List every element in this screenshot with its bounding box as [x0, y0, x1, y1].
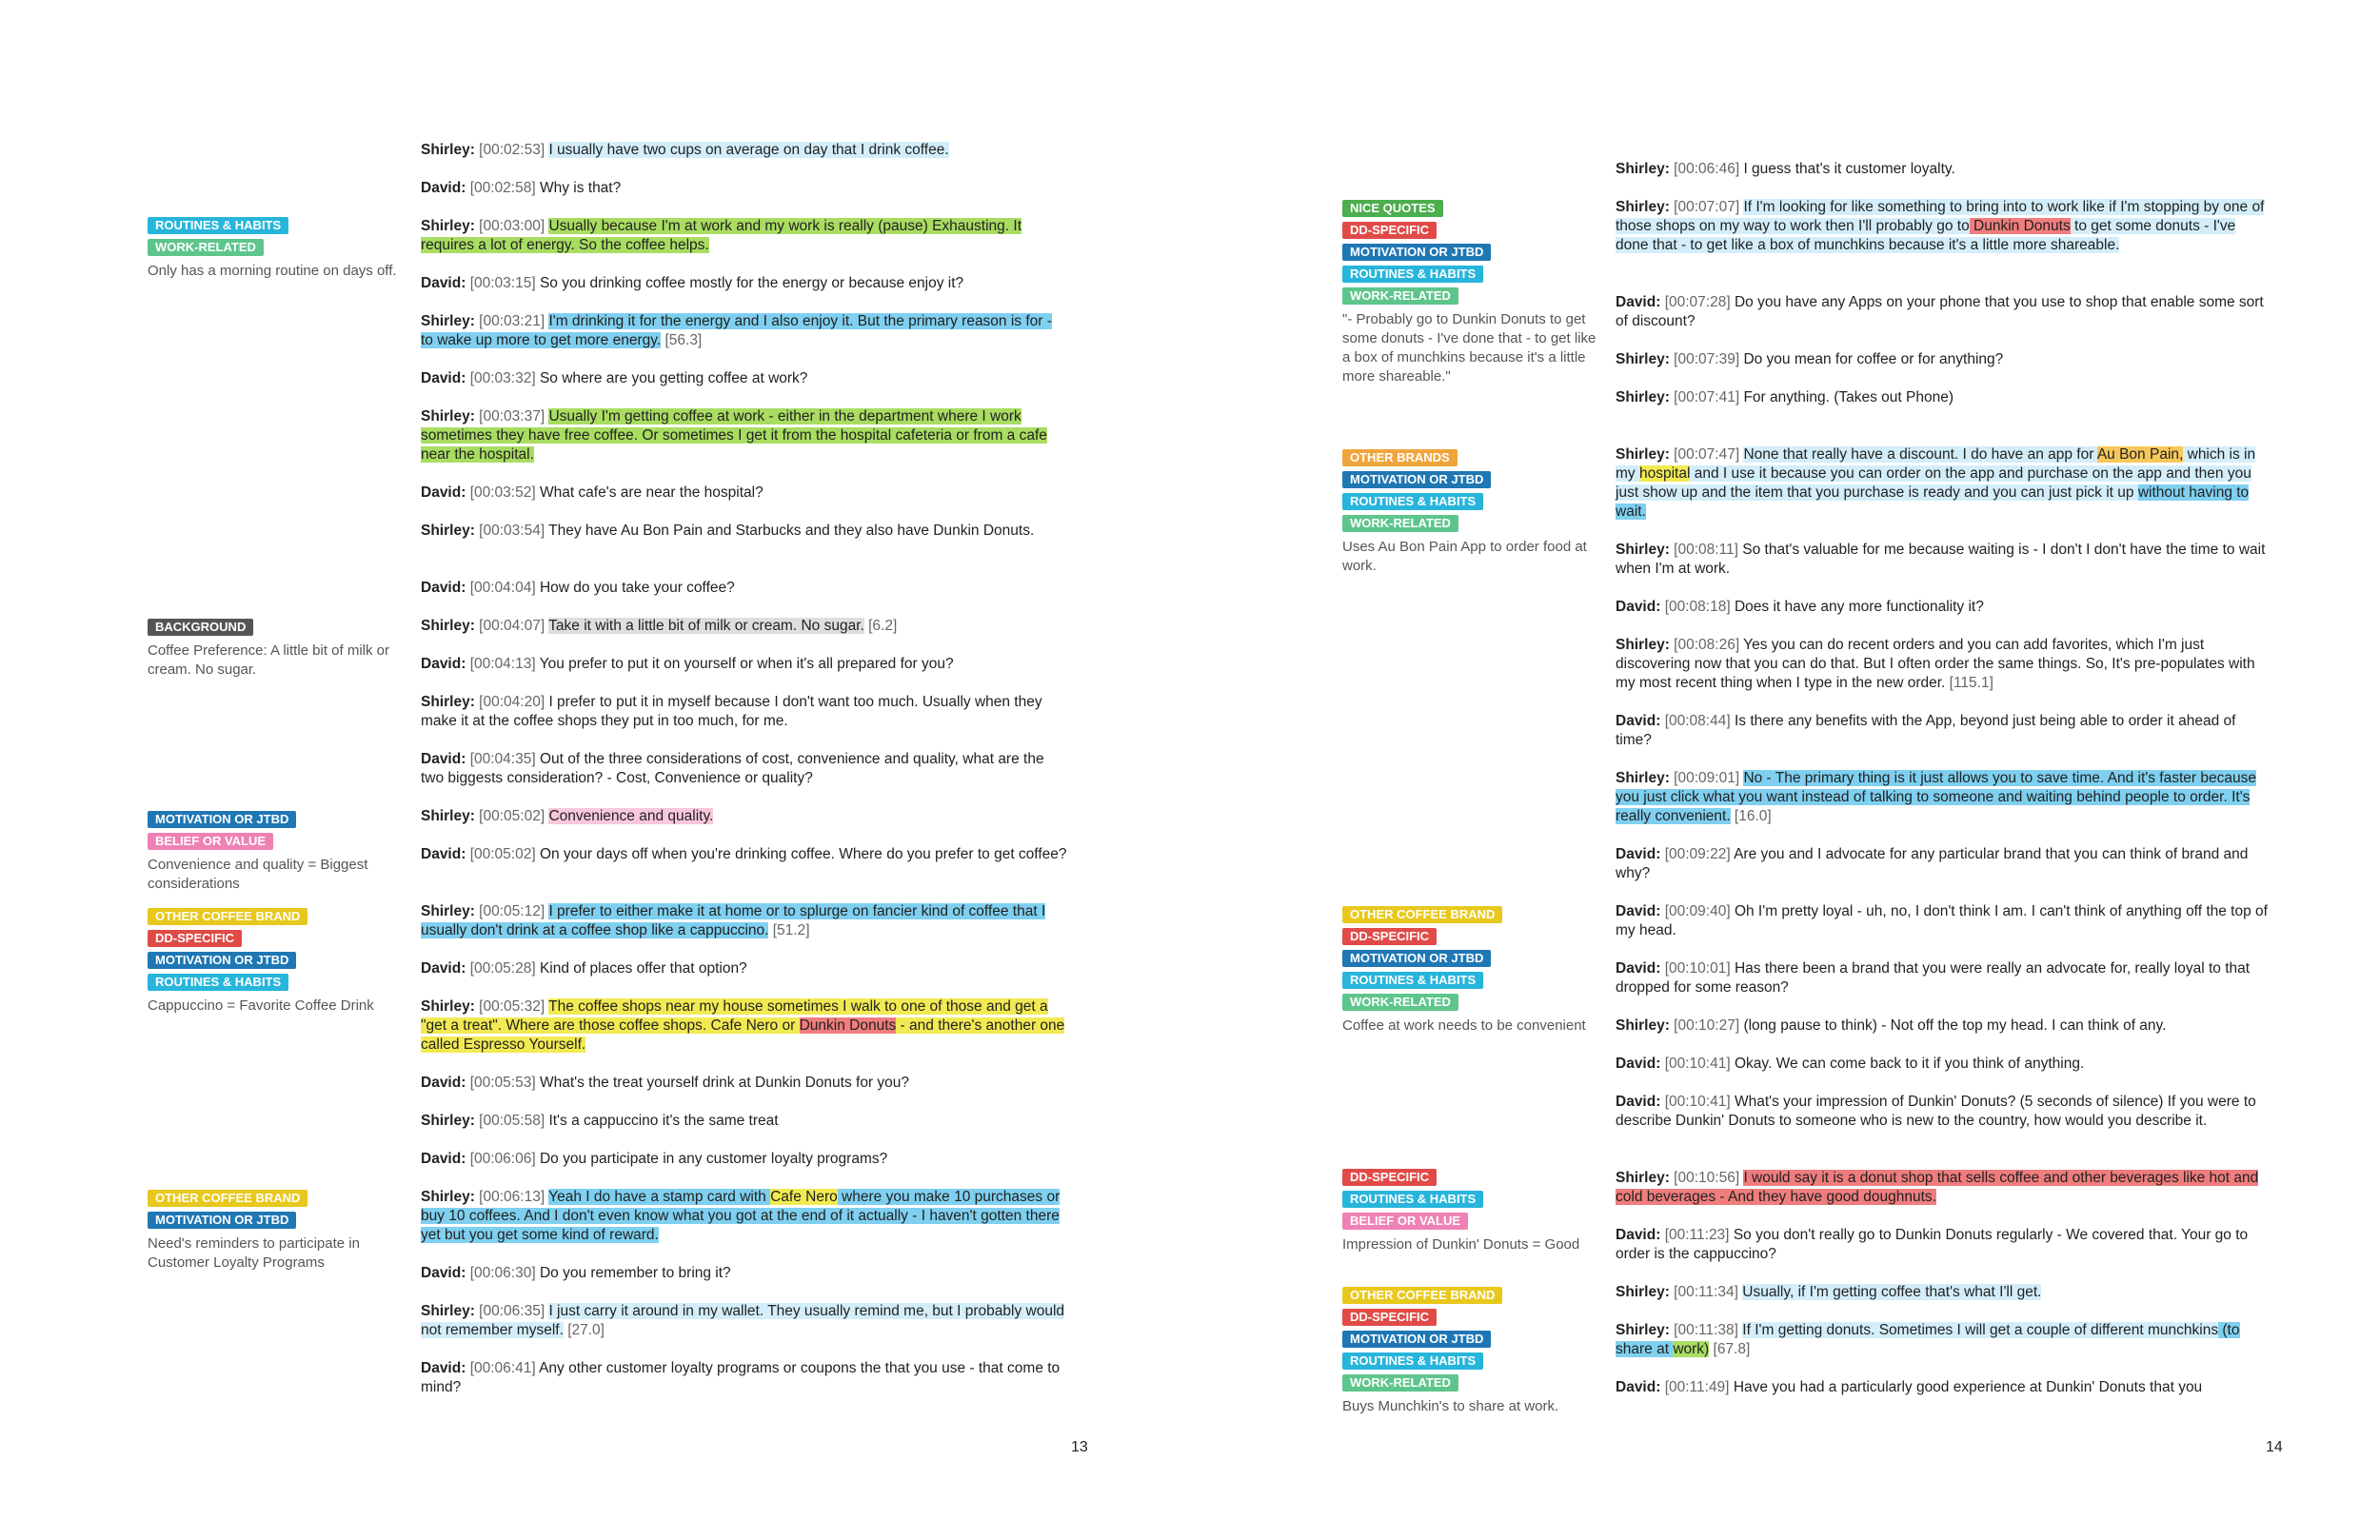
speaker-name: David:: [421, 484, 466, 501]
speaker-name: David:: [1616, 960, 1661, 977]
utterance-text: Out of the three considerations of cost, convenience and quality, what are the two biggests consideration? - Cost, Convenience or quality?: [421, 751, 1044, 786]
speaker-name: Shirley:: [1616, 770, 1670, 786]
timestamp: [00:04:07]: [479, 618, 545, 634]
utterance-text: Do you have any Apps on your phone that you use to shop that enable some sort of discount?: [1616, 294, 2264, 329]
utterance-text: So that's valuable for me because waiting is - I don't I don't have the time to wait when I'm at work.: [1616, 542, 2266, 577]
annotation-block: [1342, 449, 1599, 576]
annotation-block: [1342, 1169, 1599, 1254]
utterance-text: They have Au Bon Pain and Starbucks and they also have Dunkin Donuts.: [548, 523, 1035, 539]
timestamp: [00:03:00]: [479, 218, 545, 234]
speaker-name: David:: [421, 1360, 466, 1376]
speaker-name: Shirley:: [421, 808, 475, 824]
code-tag: WORK-RELATED: [1342, 287, 1458, 305]
utterance-text: I prefer to put it in myself because I don't want too much. Usually when they make it at the coffee shops they put in too much, for me.: [421, 694, 1042, 729]
utterance-text: Do you remember to bring it?: [539, 1265, 731, 1281]
code-tag: MOTIVATION OR JTBD: [1342, 244, 1491, 261]
transcript-line: [1616, 388, 2272, 407]
transcript-line: [421, 579, 1068, 598]
code-tag: BACKGROUND: [148, 619, 253, 636]
timestamp: [00:06:35]: [479, 1303, 545, 1319]
timestamp: [00:10:56]: [1674, 1170, 1740, 1186]
code-tag: MOTIVATION OR JTBD: [1342, 1331, 1491, 1348]
code-tag: DD-SPECIFIC: [1342, 928, 1437, 945]
code-tag: DD-SPECIFIC: [1342, 222, 1437, 239]
annotation-note: Coffee Preference: A little bit of milk or cream. No sugar.: [148, 642, 390, 678]
transcript-line: [421, 655, 1068, 674]
timestamp: [00:09:22]: [1664, 846, 1731, 862]
speaker-name: Shirley:: [421, 694, 475, 710]
duration-ref: [115.1]: [1945, 675, 1993, 691]
transcript-line: [421, 959, 1068, 978]
speaker-name: Shirley:: [1616, 389, 1670, 405]
transcript-line: [421, 369, 1068, 388]
utterance-text: Is there any benefits with the App, beyond just being able to order it ahead of time?: [1616, 713, 2236, 748]
transcript-line: [1616, 1283, 2272, 1302]
code-tag: OTHER BRANDS: [1342, 449, 1458, 466]
timestamp: [00:08:18]: [1664, 599, 1731, 615]
transcript-line: [421, 217, 1068, 255]
timestamp: [00:04:20]: [479, 694, 545, 710]
timestamp: [00:11:23]: [1664, 1227, 1730, 1243]
duration-ref: [16.0]: [1730, 808, 1772, 824]
code-tag: ROUTINES & HABITS: [1342, 1352, 1483, 1370]
utterance-text: On your days off when you're drinking coffee. Where do you prefer to get coffee?: [539, 846, 1067, 862]
speaker-name: Shirley:: [1616, 1284, 1670, 1300]
code-tag: BELIEF OR VALUE: [1342, 1213, 1468, 1230]
highlighted-text: Usually, if I'm getting coffee that's what I'll get.: [1742, 1284, 2042, 1300]
utterance-text: You prefer to put it on yourself or when it's all prepared for you?: [539, 656, 954, 672]
speaker-name: David:: [421, 751, 466, 767]
timestamp: [00:06:13]: [479, 1189, 545, 1205]
timestamp: [00:09:01]: [1674, 770, 1740, 786]
code-tag: ROUTINES & HABITS: [148, 217, 288, 234]
duration-ref: [27.0]: [563, 1322, 605, 1338]
code-tag: WORK-RELATED: [1342, 1374, 1458, 1392]
timestamp: [00:11:38]: [1674, 1322, 1738, 1338]
transcript-line: [1616, 293, 2272, 331]
timestamp: [00:03:37]: [479, 408, 545, 424]
transcript-line: [1616, 1321, 2272, 1359]
timestamp: [00:06:30]: [469, 1265, 536, 1281]
transcript-line: [421, 407, 1068, 464]
speaker-name: David:: [1616, 599, 1661, 615]
duration-ref: [56.3]: [661, 332, 703, 348]
utterance-text: Kind of places offer that option?: [539, 960, 747, 977]
page-number: 13: [1071, 1439, 1088, 1455]
utterance-text: Are you and I advocate for any particular brand that you can think of brand and why?: [1616, 846, 2249, 881]
highlighted-text: work): [1673, 1341, 1710, 1357]
utterance-text: Any other customer loyalty programs or coupons the that you use - that come to mind?: [421, 1360, 1061, 1395]
utterance-text: Okay. We can come back to it if you think of anything.: [1734, 1056, 2085, 1072]
speaker-name: Shirley:: [1616, 1322, 1670, 1338]
duration-ref: [51.2]: [768, 922, 810, 938]
code-tag: MOTIVATION OR JTBD: [148, 1212, 296, 1229]
timestamp: [00:05:32]: [479, 998, 545, 1015]
timestamp: [00:02:53]: [479, 142, 545, 158]
transcript-line: [421, 997, 1068, 1055]
highlighted-text: to get some donuts - I've done that - to get like a box of munchkins because it's a little more shareable.: [1616, 218, 2236, 253]
highlighted-text: where you make 10 purchases or buy 10 coffees. And I don't even know what you got at the end of it actually - I haven't gotten there yet but you get some kind of reward.: [421, 1189, 1061, 1243]
utterance-text: How do you take your coffee?: [539, 580, 735, 596]
transcript-line: [421, 1112, 1068, 1131]
highlighted-text: I would say it is a donut shop that sells coffee and other beverages like hot and cold beverages - And they have good doughnuts.: [1616, 1170, 2259, 1205]
transcript-line: [421, 522, 1068, 541]
code-tag: ROUTINES & HABITS: [1342, 266, 1483, 283]
speaker-name: Shirley:: [1616, 161, 1670, 177]
timestamp: [00:07:47]: [1674, 446, 1740, 463]
transcript-line: [1616, 198, 2272, 255]
utterance-text: For anything. (Takes out Phone): [1743, 389, 1954, 405]
timestamp: [00:07:07]: [1674, 199, 1740, 215]
utterance-text: I guess that's it customer loyalty.: [1743, 161, 1955, 177]
highlighted-text: If I'm looking for like something to bring into to work like if I'm stopping by one of those shops on my way to work then I'll probably go to: [1616, 199, 2265, 234]
utterance-text: Why is that?: [539, 180, 622, 196]
highlighted-text: I prefer to either make it at home or to splurge on fancier kind of coffee that I usually don't drink at a coffee shop like a cappuccino.: [421, 903, 1046, 938]
timestamp: [00:10:41]: [1664, 1094, 1731, 1110]
highlighted-text: and I use it because you can order on the app and purchase on the app and then you just show up and the item that you purchase is ready and you can just pick it up: [1616, 465, 2251, 501]
speaker-name: Shirley:: [421, 313, 475, 329]
timestamp: [00:03:21]: [479, 313, 545, 329]
code-tag: OTHER COFFEE BRAND: [1342, 906, 1502, 923]
speaker-name: Shirley:: [1616, 542, 1670, 558]
speaker-name: Shirley:: [421, 1113, 475, 1129]
transcript-line: [421, 617, 1068, 636]
timestamp: [00:08:11]: [1674, 542, 1738, 558]
timestamp: [00:10:41]: [1664, 1056, 1731, 1072]
transcript-line: [421, 845, 1068, 864]
timestamp: [00:08:44]: [1664, 713, 1731, 729]
speaker-name: David:: [421, 580, 466, 596]
code-tag: MOTIVATION OR JTBD: [1342, 950, 1491, 967]
transcript-line: [1616, 1378, 2272, 1397]
timestamp: [00:05:53]: [469, 1075, 536, 1091]
annotation-note: Coffee at work needs to be convenient: [1342, 1017, 1586, 1034]
utterance-text: Do you mean for coffee or for anything?: [1743, 351, 2004, 367]
page-number: 14: [2266, 1439, 2283, 1455]
timestamp: [00:07:39]: [1674, 351, 1740, 367]
code-tag: OTHER COFFEE BRAND: [1342, 1287, 1502, 1304]
timestamp: [00:07:41]: [1674, 389, 1740, 405]
annotation-block: [1342, 906, 1599, 1036]
highlighted-text: which is in my: [1616, 446, 2256, 482]
speaker-name: David:: [1616, 1227, 1661, 1243]
speaker-name: David:: [1616, 846, 1661, 862]
annotation-block: [148, 619, 405, 680]
transcript-line: [421, 750, 1068, 788]
transcript-line: [421, 1359, 1068, 1397]
annotation-note: "- Probably go to Dunkin Donuts to get some donuts - I've done that - to get like a box of munchkins because it's a little more shareable.": [1342, 311, 1597, 385]
transcript-line: [421, 1264, 1068, 1283]
speaker-name: David:: [421, 370, 466, 386]
speaker-name: David:: [1616, 1094, 1661, 1110]
speaker-name: Shirley:: [1616, 1017, 1670, 1034]
annotation-note: Only has a morning routine on days off.: [148, 263, 397, 279]
timestamp: [00:11:34]: [1674, 1284, 1738, 1300]
transcript-line: [421, 1074, 1068, 1093]
transcript-line: [1616, 1226, 2272, 1264]
speaker-name: Shirley:: [1616, 351, 1670, 367]
utterance-text: (long pause to think) - Not off the top my head. I can think of any.: [1743, 1017, 2167, 1034]
highlighted-text: (to share at: [1616, 1322, 2240, 1357]
speaker-name: David:: [421, 275, 466, 291]
transcript-line: [1616, 845, 2272, 883]
speaker-name: David:: [421, 960, 466, 977]
code-tag: ROUTINES & HABITS: [1342, 972, 1483, 989]
speaker-name: David:: [1616, 713, 1661, 729]
code-tag: OTHER COFFEE BRAND: [148, 908, 307, 925]
timestamp: [00:05:58]: [479, 1113, 545, 1129]
annotation-note: Cappuccino = Favorite Coffee Drink: [148, 997, 374, 1014]
utterance-text: Have you had a particularly good experience at Dunkin' Donuts that you: [1733, 1379, 2203, 1395]
transcript-line: [1616, 636, 2272, 693]
timestamp: [00:04:13]: [469, 656, 536, 672]
utterance-text: What cafe's are near the hospital?: [539, 484, 764, 501]
timestamp: [00:05:28]: [469, 960, 536, 977]
highlighted-text: hospital: [1638, 465, 1691, 482]
timestamp: [00:10:01]: [1664, 960, 1731, 977]
timestamp: [00:03:52]: [469, 484, 536, 501]
code-tag: DD-SPECIFIC: [1342, 1169, 1437, 1186]
speaker-name: David:: [1616, 294, 1661, 310]
highlighted-text: I just carry it around in my wallet. They usually remind me, but I probably would not remember myself.: [421, 1303, 1065, 1338]
timestamp: [00:04:35]: [469, 751, 536, 767]
utterance-text: What's the treat yourself drink at Dunkin Donuts for you?: [539, 1075, 910, 1091]
timestamp: [00:05:12]: [479, 903, 545, 919]
transcript-line: [1616, 1017, 2272, 1036]
utterance-text: Does it have any more functionality it?: [1734, 599, 1984, 615]
highlighted-text: Au Bon Pain,: [2096, 446, 2184, 463]
transcript-line: [1616, 350, 2272, 369]
code-tag: MOTIVATION OR JTBD: [148, 952, 296, 969]
utterance-text: Yes you can do recent orders and you can add favorites, which I'm just discovering now that you can do that. But I often order the same things. So, It's pre-populates with my most recent thing when I type in the new order.: [1616, 637, 2255, 691]
speaker-name: David:: [421, 1265, 466, 1281]
code-tag: OTHER COFFEE BRAND: [148, 1190, 307, 1207]
highlighted-text: Cafe Nero: [770, 1189, 838, 1205]
transcript-page-14: [1190, 0, 2380, 1540]
utterance-text: It's a cappuccino it's the same treat: [548, 1113, 779, 1129]
highlighted-text: Yeah I do have a stamp card with: [548, 1189, 771, 1205]
annotation-block: [148, 217, 405, 281]
transcript-line: [1616, 541, 2272, 579]
timestamp: [00:05:02]: [469, 846, 536, 862]
annotation-block: [1342, 200, 1599, 386]
transcript-line: [1616, 160, 2272, 179]
code-tag: NICE QUOTES: [1342, 200, 1443, 217]
speaker-name: Shirley:: [421, 142, 475, 158]
speaker-name: Shirley:: [421, 618, 475, 634]
timestamp: [00:10:27]: [1674, 1017, 1740, 1034]
highlighted-text: without having to wait.: [1616, 484, 2250, 520]
highlighted-text: Usually because I'm at work and my work is really (pause) Exhausting. It requires a lot of energy. So the coffee helps.: [421, 218, 1022, 253]
transcript-line: [421, 1188, 1068, 1245]
annotation-note: Uses Au Bon Pain App to order food at work.: [1342, 539, 1587, 574]
transcript-line: [1616, 1093, 2272, 1131]
transcript-line: [421, 141, 1068, 160]
transcript-line: [421, 274, 1068, 293]
timestamp: [00:02:58]: [469, 180, 536, 196]
timestamp: [00:06:46]: [1674, 161, 1740, 177]
speaker-name: Shirley:: [421, 998, 475, 1015]
code-tag: WORK-RELATED: [1342, 994, 1458, 1011]
speaker-name: Shirley:: [1616, 199, 1670, 215]
code-tag: WORK-RELATED: [1342, 515, 1458, 532]
speaker-name: Shirley:: [421, 1189, 475, 1205]
timestamp: [00:08:26]: [1674, 637, 1740, 653]
speaker-name: Shirley:: [421, 408, 475, 424]
code-tag: DD-SPECIFIC: [148, 930, 242, 947]
speaker-name: David:: [1616, 1056, 1661, 1072]
highlighted-text: Usually I'm getting coffee at work - either in the department where I work sometimes they have free coffee. Or sometimes I get it from the hospital cafeteria or from a cafe near the hospital.: [421, 408, 1047, 463]
utterance-text: What's your impression of Dunkin' Donuts? (5 seconds of silence) If you were to describe Dunkin' Donuts to someone who is new to the country, how would you describe it.: [1616, 1094, 2256, 1129]
duration-ref: [6.2]: [863, 618, 898, 634]
transcript-line: [1616, 445, 2272, 522]
speaker-name: Shirley:: [421, 218, 475, 234]
speaker-name: David:: [1616, 903, 1661, 919]
speaker-name: Shirley:: [1616, 1170, 1670, 1186]
utterance-text: So where are you getting coffee at work?: [539, 370, 808, 386]
speaker-name: Shirley:: [1616, 446, 1670, 463]
timestamp: [00:07:28]: [1664, 294, 1731, 310]
highlighted-text: Dunkin Donuts: [1969, 218, 2071, 234]
transcript-line: [1616, 712, 2272, 750]
transcript-line: [421, 1150, 1068, 1169]
annotation-block: [148, 811, 405, 894]
transcript-line: [1616, 959, 2272, 997]
transcript-line: [421, 484, 1068, 503]
speaker-name: David:: [421, 1075, 466, 1091]
annotation-block: [148, 1190, 405, 1273]
annotation-note: Impression of Dunkin' Donuts = Good: [1342, 1236, 1580, 1253]
code-tag: ROUTINES & HABITS: [1342, 493, 1483, 510]
highlighted-text: I usually have two cups on average on day that I drink coffee.: [548, 142, 949, 158]
annotation-block: [1342, 1287, 1599, 1416]
utterance-text: Oh I'm pretty loyal - uh, no, I don't think I am. I can't think of anything off the top of my head.: [1616, 903, 2268, 938]
utterance-text: Do you participate in any customer loyalty programs?: [539, 1151, 888, 1167]
transcript-line: [421, 807, 1068, 826]
code-tag: DD-SPECIFIC: [1342, 1309, 1437, 1326]
transcript-line: [1616, 1169, 2272, 1207]
timestamp: [00:03:54]: [479, 523, 545, 539]
code-tag: WORK-RELATED: [148, 239, 264, 256]
transcript-line: [1616, 902, 2272, 940]
timestamp: [00:09:40]: [1664, 903, 1731, 919]
transcript-line: [421, 1302, 1068, 1340]
speaker-name: Shirley:: [421, 523, 475, 539]
highlighted-text: No - The primary thing is it just allows you to save time. And it's faster because you just click what you want instead of talking to someone and waiting behind people to order. It's really convenient.: [1616, 770, 2256, 824]
speaker-name: David:: [421, 1151, 466, 1167]
code-tag: MOTIVATION OR JTBD: [1342, 471, 1491, 488]
duration-ref: [67.8]: [1709, 1341, 1751, 1357]
utterance-text: So you don't really go to Dunkin Donuts regularly - We covered that. Your go to order is the cappuccino?: [1616, 1227, 2249, 1262]
annotation-note: Need's reminders to participate in Customer Loyalty Programs: [148, 1235, 360, 1271]
highlighted-text: I'm drinking it for the energy and I also enjoy it. But the primary reason is for - to wake up more to get more energy.: [421, 313, 1052, 348]
highlighted-text: Take it with a little bit of milk or cream. No sugar.: [548, 618, 864, 634]
code-tag: MOTIVATION OR JTBD: [148, 811, 296, 828]
speaker-name: David:: [1616, 1379, 1661, 1395]
speaker-name: David:: [421, 656, 466, 672]
transcript-line: [421, 902, 1068, 940]
speaker-name: Shirley:: [1616, 637, 1670, 653]
highlighted-text: The coffee shops near my house sometimes I walk to one of those and get a "get a treat". Where are those coffee shops. Cafe Nero or: [421, 998, 1048, 1034]
highlighted-text: If I'm getting donuts. Sometimes I will get a couple of different munchkins: [1742, 1322, 2219, 1338]
transcript-line: [421, 179, 1068, 198]
highlighted-text: Dunkin Donuts: [799, 1017, 897, 1034]
timestamp: [00:04:04]: [469, 580, 536, 596]
timestamp: [00:06:41]: [469, 1360, 536, 1376]
timestamp: [00:05:02]: [479, 808, 545, 824]
transcript-line: [1616, 598, 2272, 617]
transcript-line: [1616, 1055, 2272, 1074]
code-tag: BELIEF OR VALUE: [148, 833, 273, 850]
highlighted-text: - and there's another one called Espresso Yourself.: [421, 1017, 1065, 1053]
code-tag: ROUTINES & HABITS: [148, 974, 288, 991]
timestamp: [00:03:32]: [469, 370, 536, 386]
transcript-line: [421, 312, 1068, 350]
transcript-line: [421, 693, 1068, 731]
timestamp: [00:06:06]: [469, 1151, 536, 1167]
utterance-text: Has there been a brand that you were really an advocate for, really loyal to that dropped for some reason?: [1616, 960, 2251, 996]
code-tag: ROUTINES & HABITS: [1342, 1191, 1483, 1208]
annotation-block: [148, 908, 405, 1016]
annotation-note: Convenience and quality = Biggest considerations: [148, 857, 368, 892]
highlighted-text: Convenience and quality.: [548, 808, 714, 824]
transcript-line: [1616, 769, 2272, 826]
timestamp: [00:11:49]: [1664, 1379, 1730, 1395]
speaker-name: David:: [421, 846, 466, 862]
timestamp: [00:03:15]: [469, 275, 536, 291]
speaker-name: Shirley:: [421, 1303, 475, 1319]
speaker-name: Shirley:: [421, 903, 475, 919]
highlighted-text: None that really have a discount. I do have an app for: [1743, 446, 2097, 463]
annotation-note: Buys Munchkin's to share at work.: [1342, 1398, 1559, 1414]
utterance-text: So you drinking coffee mostly for the energy or because enjoy it?: [539, 275, 964, 291]
speaker-name: David:: [421, 180, 466, 196]
